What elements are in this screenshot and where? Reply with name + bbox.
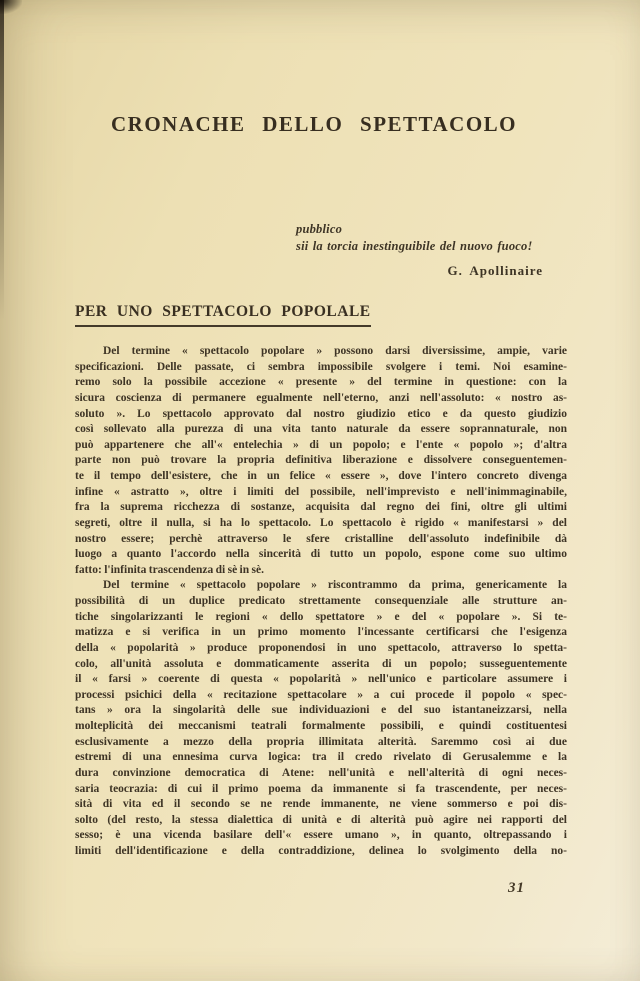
body-line: solto (del resto, la stessa dialettica di unità e di alterità può agire nei rapporti del [75, 813, 567, 826]
body-paragraph [75, 578, 567, 859]
body-line: soluto ». Lo spettacolo approvato dal nostro giudizio etico e da questo giudizio [75, 407, 567, 420]
section-heading: PER UNO SPETTACOLO POPOLALE [75, 303, 371, 327]
body-line: tiche singolarizzanti le regioni « dello spettatore » e del « popolare ». Si te- [75, 610, 567, 623]
page-number: 31 [508, 880, 525, 896]
body-line: specificazioni. Delle passate, ci sembra impossibile svolgere i temi. Noi esamine- [75, 360, 567, 373]
body-line: sicura coscienza di permanere egualmente nell'eterno, anzi nell'assoluto: « nostro as- [75, 391, 567, 404]
body-line: Del termine « spettacolo popolare » riscontrammo da prima, genericamente la [103, 579, 567, 592]
body-line: luogo a quanto l'accordo nella sincerità di tutto un popolo, espone come suo ultimo [75, 548, 567, 561]
body-line: limiti dell'identificazione e della contraddizione, delinea lo svolgimento della no- [75, 845, 567, 857]
body-line: parte non può trovare la propria definitiva liberazione e dissolvere conseguentemen- [75, 454, 567, 467]
epigraph [296, 221, 546, 279]
scan-left-edge-shadow [0, 0, 4, 320]
body-line: estremi di una ennesima curva logica: tra il credo rivelato di Gerusalemme e la [75, 751, 567, 764]
body-line: nostro essere; perchè attraverso le sfere cristalline dell'assoluto indefinibile dà [75, 532, 567, 545]
body-text [75, 344, 567, 860]
body-line: può appartenere che all'« entelechia » di un popolo; e l'ente « popolo »; d'altra [75, 438, 567, 451]
body-line: segreti, oltre il nulla, si ha lo spettacolo. Lo spettacolo è rigido « manifestarsi » del [75, 516, 567, 529]
body-line: così sollevato alla purezza di una vita tanto naturale da essere soprannaturale, non [75, 423, 567, 436]
body-line: matizza e si verifica in un primo momento l'incessante certificarsi che l'esigenza [75, 626, 567, 639]
body-line: fatto: l'infinita trascendenza di sè in sè. [75, 563, 264, 576]
page-title: CRONACHE DELLO SPETTACOLO [111, 112, 517, 136]
epigraph-attribution: G. Apollinaire [447, 263, 543, 278]
body-line: fra la suprema ricchezza di sostanze, acquisita dal regno dei fini, oltre gli ultimi [75, 501, 567, 514]
epigraph-line-1: pubblico [296, 222, 343, 236]
body-line: remo solo la possibile accezione « presente » del termine in questione: con la [75, 376, 567, 389]
body-line: infine « astratto », oltre i limiti del possibile, nell'imprevisto e nell'inimmaginabile, [75, 485, 567, 498]
body-line: possibilità di un duplice predicato strettamente consequenziale alle strutture an- [75, 595, 567, 607]
body-line: saria teocrazia: di cui il primo poema da immanente si fa trascendente, per neces- [75, 782, 567, 795]
body-line: il « farsi » coerente di questa « popolarità » nell'unico e particolare assumere i [75, 673, 567, 686]
body-line: sesso; è una vicenda basilare dell'« essere umano », in quanto, oltrepassando i [75, 829, 567, 842]
section-heading-wrap [75, 303, 371, 327]
body-line: tans » ora la singolarità delle sue individuazioni e del suo istantaneizzarsi, nella [75, 704, 567, 717]
body-line: esclusivamente a mezzo della propria illimitata alterità. Saremmo così ai due [75, 735, 567, 748]
body-line: della « popolarità » produce proponendosi in uno spettacolo, attraverso lo spetta- [75, 641, 567, 654]
body-line: te il tempo dell'esistere, che in un felice « essere », dove l'intero concreto divenga [75, 470, 567, 482]
body-line: molteplicità dei meccanismi teatrali formalmente possibili, e quindi costituentesi [75, 720, 567, 732]
body-line: Del termine « spettacolo popolare » possono darsi diversissime, ampie, varie [103, 345, 567, 357]
body-line: processi psichici della « recitazione spettacolare » a cui procede il popolo « spec- [75, 688, 567, 701]
body-line: sità di vita ed il secondo se ne rende immanente, ne viene sommerso e poi dis- [75, 798, 567, 811]
body-paragraph [75, 344, 567, 578]
body-line: dura convinzione democratica di Atene: nell'unità e nell'alterità di ogni neces- [75, 766, 567, 779]
body-line: colo, all'unità assoluta e dommaticamente asserita di un popolo; susseguentemente [75, 657, 567, 670]
epigraph-line-2: sii la torcia inestinguibile del nuovo fuoco! [296, 239, 533, 253]
